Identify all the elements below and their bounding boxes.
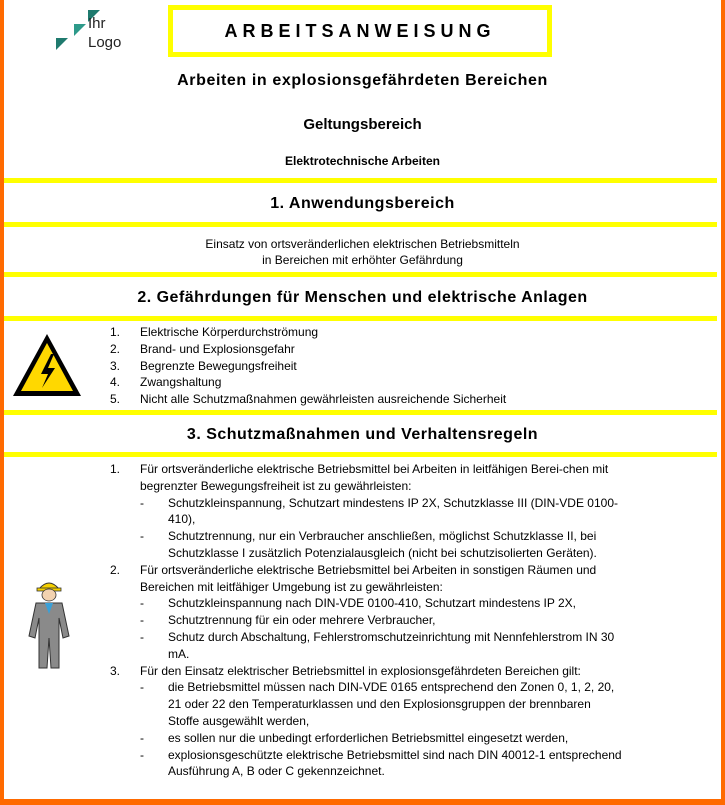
sublist-text: Schutzkleinspannung, Schutzart mindestens IP 2X, Schutzklasse III (DIN-VDE 0100-410), xyxy=(168,495,618,527)
dash: - xyxy=(140,495,144,510)
logo-line-2: Logo xyxy=(88,34,122,51)
dash: - xyxy=(140,747,144,762)
list-item xyxy=(110,391,506,408)
list-number: 1. xyxy=(110,462,121,476)
list-text: Elektrische Körperdurchströmung xyxy=(140,325,319,339)
list-number: 5. xyxy=(110,392,121,407)
list-item xyxy=(110,562,622,663)
list-text: Begrenzte Bewegungsfreiheit xyxy=(140,358,297,373)
list-number: 3. xyxy=(110,358,121,373)
dash: - xyxy=(140,730,144,745)
list-text: Zwangshaltung xyxy=(140,375,222,390)
divider-band xyxy=(4,178,717,183)
sublist-text: Schutzkleinspannung nach DIN-VDE 0100-410, Schutzart mindestens IP 2X, xyxy=(168,596,577,611)
sublist-text: die Betriebsmittel müssen nach DIN-VDE 0165 entsprechend den Zonen 0, 1, 2, 20, 21 oder 22 den Temperaturklassen und den Explosionsgruppen der brennbaren Stoffe ausgewählt werden, xyxy=(168,680,615,728)
divider-band xyxy=(4,272,717,277)
list-number: 2. xyxy=(110,562,121,577)
list-item xyxy=(110,663,622,781)
dash: - xyxy=(140,629,144,644)
list-number: 4. xyxy=(110,375,121,390)
list-text: Für ortsveränderliche elektrische Betriebsmittel bei Arbeiten in sonstigen Räumen und Bereichen mit leitfähiger Umgebung ist zu gewährleisten: xyxy=(140,562,597,594)
divider-band xyxy=(4,222,717,227)
sublist xyxy=(140,595,622,662)
list-item xyxy=(110,461,622,562)
list-text: Nicht alle Schutzmaßnahmen gewährleisten ausreichende Sicherheit xyxy=(140,392,507,407)
list-text: Für den Einsatz elektrischer Betriebsmittel in explosionsgefährdeten Bereichen gilt: xyxy=(140,663,581,678)
list-item xyxy=(110,324,506,341)
title-box xyxy=(168,5,552,57)
list-text: Für ortsveränderliche elektrische Betriebsmittel bei Arbeiten in leitfähigen Berei-chen mit begrenzter Bewegungsfreiheit ist zu gewährleisten: xyxy=(140,462,609,493)
sublist-text: Schutz durch Abschaltung, Fehlerstromschutzeinrichtung mit Nennfehlerstrom IN 30 mA. xyxy=(168,629,615,661)
sublist-item xyxy=(140,612,622,629)
sublist xyxy=(140,495,622,562)
measures-list xyxy=(110,461,622,780)
sublist xyxy=(140,679,622,780)
sublist-item xyxy=(140,679,622,729)
dash: - xyxy=(140,529,144,544)
logo-line-1: Ihr xyxy=(88,15,106,32)
list-number: 3. xyxy=(110,663,121,678)
sublist-item xyxy=(140,495,622,529)
list-item xyxy=(110,341,506,358)
divider-band xyxy=(4,410,717,415)
section-3-heading: 3. Schutzmaßnahmen und Verhaltensregeln xyxy=(186,426,539,443)
sublist-item xyxy=(140,528,622,562)
logo-text xyxy=(88,14,121,52)
hazard-list xyxy=(110,324,506,408)
sublist-text: Schutztrennung, nur ein Verbraucher anschließen, möglichst Schutzklasse II, bei Schutzklasse I zusätzlich Potenzialausgleich (nicht bei schutzisolierten Geräten). xyxy=(168,529,597,560)
sublist-item xyxy=(140,595,622,612)
section-2-heading: 2. Gefährdungen für Menschen und elektrische Anlagen xyxy=(137,289,588,306)
divider-band xyxy=(4,452,717,457)
scope-heading: Geltungsbereich xyxy=(303,116,422,133)
scope-subheading: Elektrotechnische Arbeiten xyxy=(285,154,440,168)
worker-with-helmet-icon xyxy=(20,578,78,670)
list-item xyxy=(110,374,506,391)
list-number: 2. xyxy=(110,341,121,356)
sublist-text: explosionsgeschützte elektrische Betriebsmittel sind nach DIN 40012-1 entsprechend Ausführung A, B oder C gekennzeichnet. xyxy=(168,747,622,779)
list-text: Brand- und Explosionsgefahr xyxy=(140,341,295,356)
sublist-text: Schutztrennung für ein oder mehrere Verbraucher, xyxy=(168,613,436,628)
section-1-text-line-2: in Bereichen mit erhöhter Gefährdung xyxy=(262,253,463,267)
sublist-item xyxy=(140,747,622,781)
dash: - xyxy=(140,613,144,628)
divider-band xyxy=(4,316,717,321)
list-item xyxy=(110,358,506,375)
high-voltage-warning-icon xyxy=(11,332,83,398)
sublist-item xyxy=(140,629,622,663)
section-1-text-line-1: Einsatz von ortsveränderlichen elektrischen Betriebsmitteln xyxy=(205,237,520,251)
document-title: ARBEITSANWEISUNG xyxy=(224,21,496,41)
sublist-text: es sollen nur die unbedingt erforderlichen Betriebsmittel eingesetzt werden, xyxy=(168,730,569,745)
dash: - xyxy=(140,596,144,611)
dash: - xyxy=(140,680,144,695)
list-number: 1. xyxy=(110,325,121,339)
document-subtitle: Arbeiten in explosionsgefährdeten Bereichen xyxy=(177,72,548,89)
section-1-heading: 1. Anwendungsbereich xyxy=(270,195,455,212)
sublist-item xyxy=(140,730,622,747)
